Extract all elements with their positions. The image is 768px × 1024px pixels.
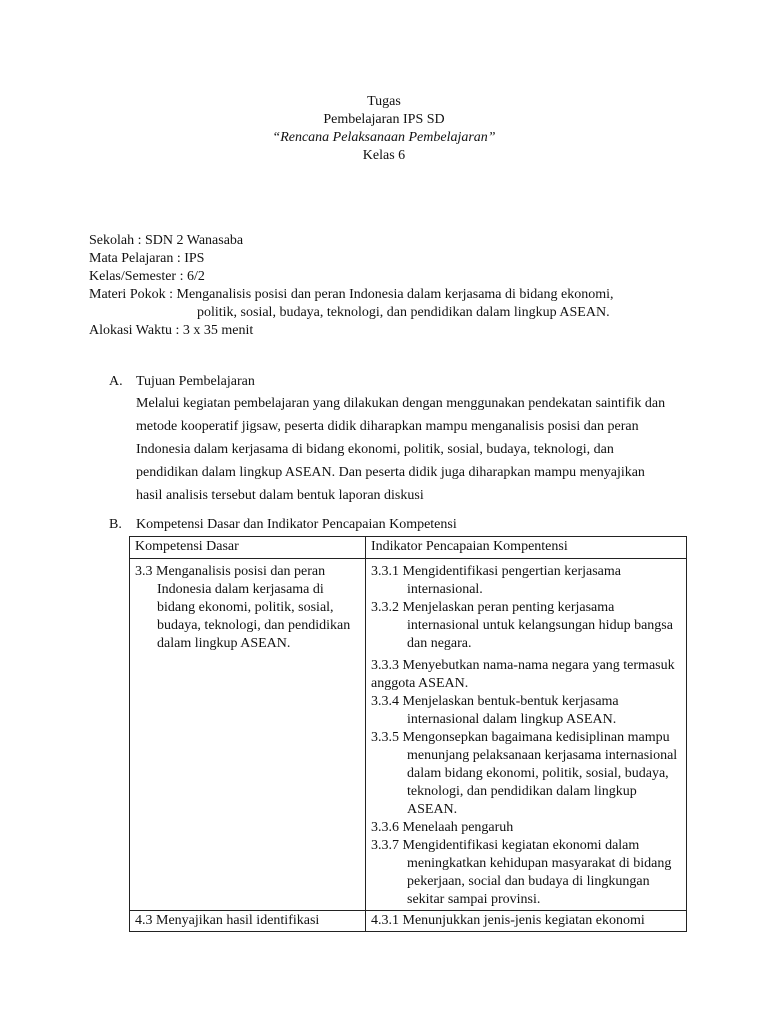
header-title: Tugas bbox=[367, 94, 401, 109]
section-b-heading bbox=[109, 516, 679, 534]
section-learning-objectives bbox=[109, 373, 669, 507]
school-line: Sekolah : SDN 2 Wanasaba bbox=[89, 233, 244, 248]
section-b-title: Kompetensi Dasar dan Indikator Pencapaian Kompetensi bbox=[136, 517, 457, 532]
section-a-letter: A. bbox=[109, 374, 123, 389]
section-a-heading bbox=[109, 373, 669, 391]
table-row bbox=[130, 911, 687, 932]
indicator-item: 3.3.2 Menjelaskan peran penting kerjasama internasional untuk kelangsungan hidup bangsa dan negara. bbox=[371, 600, 673, 651]
main-material-line: Materi Pokok : Menganalisis posisi dan peran Indonesia dalam kerjasama di bidang ekonomi, bbox=[89, 287, 614, 302]
indicator-item: 3.3.4 Menjelaskan bentuk-bentuk kerjasama internasional dalam lingkup ASEAN. bbox=[371, 694, 619, 727]
identity-block bbox=[89, 232, 689, 340]
basic-competency-cell bbox=[130, 559, 366, 911]
column-header-basic-competency: Kompetensi Dasar bbox=[130, 537, 366, 559]
table-row bbox=[130, 559, 687, 911]
header-class: Kelas 6 bbox=[362, 148, 406, 163]
header-subject: Pembelajaran IPS SD bbox=[323, 112, 445, 127]
section-competencies bbox=[109, 516, 679, 534]
section-a-paragraph: Melalui kegiatan pembelajaran yang dilakukan dengan menggunakan pendekatan saintifik dan metode kooperatif jigsaw, peserta didik diharapkan mampu menganalisis posisi dan peran Indonesia dalam kerjasama di bidang ekonomi, politik, sosial, budaya, teknologi, dan pendidikan dalam lingkup ASEAN. Dan peserta didik juga diharapkan mampu menyajikan hasil analisis tersebut dalam bentuk laporan diskusi bbox=[136, 396, 666, 503]
main-material-continuation: politik, sosial, budaya, teknologi, dan pendidikan dalam lingkup ASEAN. bbox=[197, 305, 610, 320]
basic-competency-4-3: 4.3 Menyajikan hasil identifikasi bbox=[130, 911, 366, 932]
indicator-item: 3.3.1 Mengidentifikasi pengertian kerjasama internasional. bbox=[371, 564, 621, 597]
indicator-4-3-1: 4.3.1 Menunjukkan jenis-jenis kegiatan ekonomi bbox=[366, 911, 687, 932]
competency-table bbox=[129, 536, 687, 932]
indicator-item: 3.3.6 Menelaah pengaruh bbox=[371, 820, 514, 835]
document-header bbox=[0, 93, 768, 165]
basic-competency-3-3: 3.3 Menganalisis posisi dan peran Indonesia dalam kerjasama di bidang ekonomi, politik, sosial, budaya, teknologi, dan pendidikan dalam lingkup ASEAN. bbox=[135, 564, 351, 651]
indicator-item: 3.3.3 Menyebutkan nama-nama negara yang termasuk anggota ASEAN. bbox=[371, 658, 675, 691]
section-a-title: Tujuan Pembelajaran bbox=[136, 374, 255, 389]
indicators-cell bbox=[366, 559, 687, 911]
indicator-item: 3.3.7 Mengidentifikasi kegiatan ekonomi dalam meningkatkan kehidupan masyarakat di bidang pekerjaan, social dan budaya di lingkungan sekitar sampai provinsi. bbox=[371, 838, 672, 907]
column-header-indicators: Indikator Pencapaian Kompentensi bbox=[366, 537, 687, 559]
time-allocation-line: Alokasi Waktu : 3 x 35 menit bbox=[89, 323, 254, 338]
table-header-row bbox=[130, 537, 687, 559]
class-semester-line: Kelas/Semester : 6/2 bbox=[89, 269, 205, 284]
header-rpp-title: “Rencana Pelaksanaan Pembelajaran” bbox=[272, 130, 496, 145]
indicator-item: 3.3.5 Mengonsepkan bagaimana kedisiplinan mampu menunjang pelaksanaan kerjasama internasional dalam bidang ekonomi, politik, sosial, budaya, teknologi, dan pendidikan dalam lingkup ASEAN. bbox=[371, 730, 678, 817]
subject-line: Mata Pelajaran : IPS bbox=[89, 251, 205, 266]
section-b-letter: B. bbox=[109, 517, 122, 532]
